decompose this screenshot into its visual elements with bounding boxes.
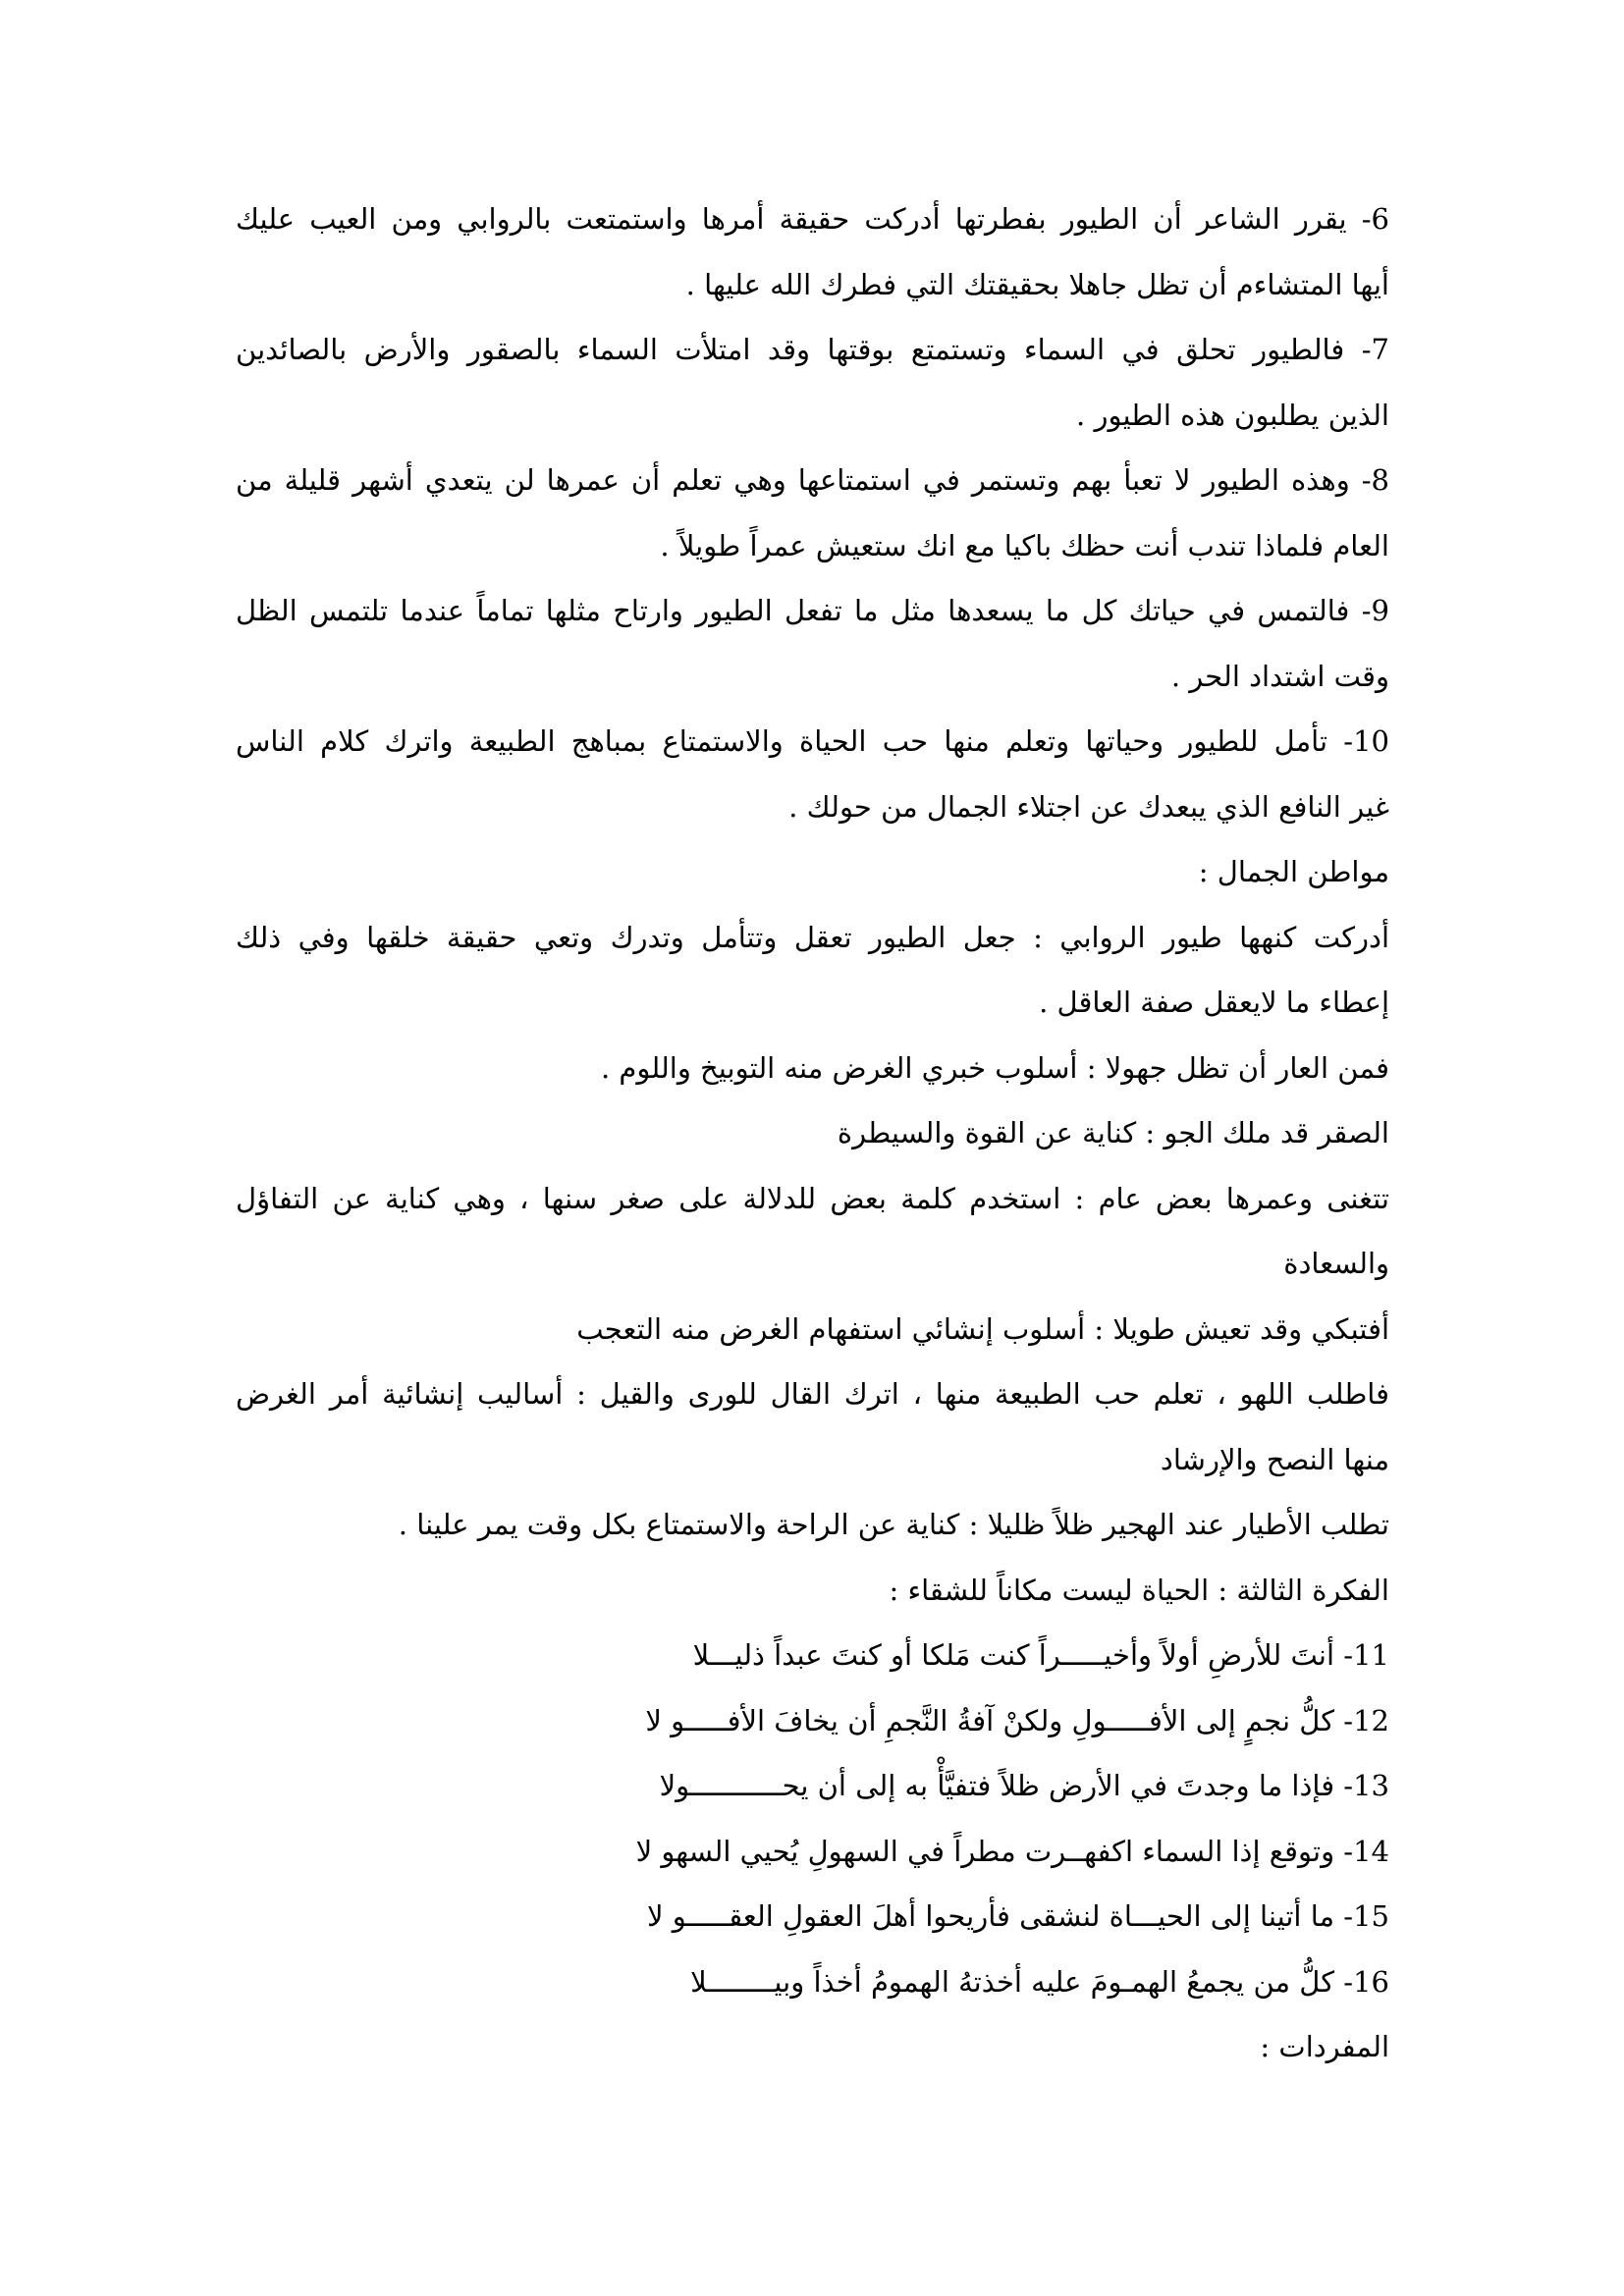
section-heading: مواطن الجمال : [1198,855,1389,888]
text-line: تطلب الأطيار عند الهجير ظلاً ظليلا : كناية عن الراحة والاستمتاع بكل وقت يمر علينا . [398,1508,1389,1541]
text-line: فاطلب اللهو ، تعلم حب الطبيعة منها ، اترك القال للورى والقيل : أساليب إنشائية أمر الغرض [236,1377,1389,1411]
verse-line: 14- وتوقع إذا السماء اكفهــرت مطراً في السهولِ يُحيي السهو لا [635,1834,1389,1868]
text-line: إعطاء ما لايعقل صفة العاقل . [1039,986,1389,1019]
text-line: العام فلماذا تندب أنت حظك باكيا مع انك ستعيش عمراً طويلاً . [660,528,1389,562]
text-line: الذين يطلبون هذه الطيور . [1076,398,1389,432]
verse-line: 16- كلُّ من يجمعُ الهمـومَ عليه أخذتهُ الهمومُ أخذاً وبيــــــــلا [690,1964,1389,1999]
section-heading: المفردات : [1260,2030,1389,2063]
document-body [236,187,1389,2080]
verse-line: 13- فإذا ما وجدتَ في الأرض ظلاً فتفيَّأْ به إلى أن يحـــــــــــولا [659,1769,1389,1802]
text-line: والسعادة [1283,1247,1389,1280]
text-line: فمن العار أن تظل جهولا : أسلوب خبري الغرض منه التوبيخ واللوم . [600,1050,1389,1085]
text-line: أفتبكي وقد تعيش طويلا : أسلوب إنشائي استفهام الغرض منه التعجب [576,1311,1389,1346]
verse-line: 12- كلُّ نجمٍ إلى الأفـــــولِ ولكنْ آفةُ النَّجمِ أن يخافَ الأفـــــو لا [645,1703,1389,1737]
text-line: أدركت كنهها طيور الروابي : جعل الطيور تعقل وتتأمل وتدرك وتعي حقيقة خلقها وفي ذلك [236,920,1389,954]
text-line: تتغنى وعمرها بعض عام : استخدم كلمة بعض للدلالة على صغر سنها ، وهي كناية عن التفاؤل [236,1181,1389,1215]
text-line: 8- وهذه الطيور لا تعبأ بهم وتستمر في استمتاعها وهي تعلم أن عمرها لن يتعدي أشهر قليلة من [236,463,1389,497]
text-line: منها النصح والإرشاد [1160,1442,1389,1476]
text-line: 9- فالتمس في حياتك كل ما يسعدها مثل ما تفعل الطيور وارتاح مثلها تماماً عندما تلتمس الظل [236,594,1389,627]
text-line: وقت اشتداد الحر . [1170,659,1389,693]
verse-line: 15- ما أتينا إلى الحيـــاة لنشقى فأريحوا أهلَ العقولِ العقـــــو لا [647,1899,1389,1933]
text-line: 10- تأمل للطيور وحياتها وتعلم منها حب الحياة والاستمتاع بمباهج الطبيعة واترك كلام الناس [236,724,1389,758]
text-line: 7- فالطيور تحلق في السماء وتستمتع بوقتها وقد امتلأت السماء بالصقور والأرض بالصائدين [236,333,1389,366]
text-line: غير النافع الذي يبعدك عن اجتلاء الجمال من حولك . [788,789,1389,824]
section-heading: الفكرة الثالثة : الحياة ليست مكاناً للشقاء : [889,1573,1389,1607]
text-line: 6- يقرر الشاعر أن الطيور بفطرتها أدركت حقيقة أمرها واستمتعت بالروابي ومن العيب عليك [236,202,1389,236]
text-line: الصقر قد ملك الجو : كناية عن القوة والسيطرة [837,1116,1389,1149]
text-line: أيها المتشاءم أن تظل جاهلا بحقيقتك التي فطرك الله عليها . [685,267,1389,301]
verse-line: 11- أنتَ للأرضِ أولاً وأخيـــــراً كنت مَلكا أو كنتَ عبداً ذليـــلا [692,1638,1389,1672]
